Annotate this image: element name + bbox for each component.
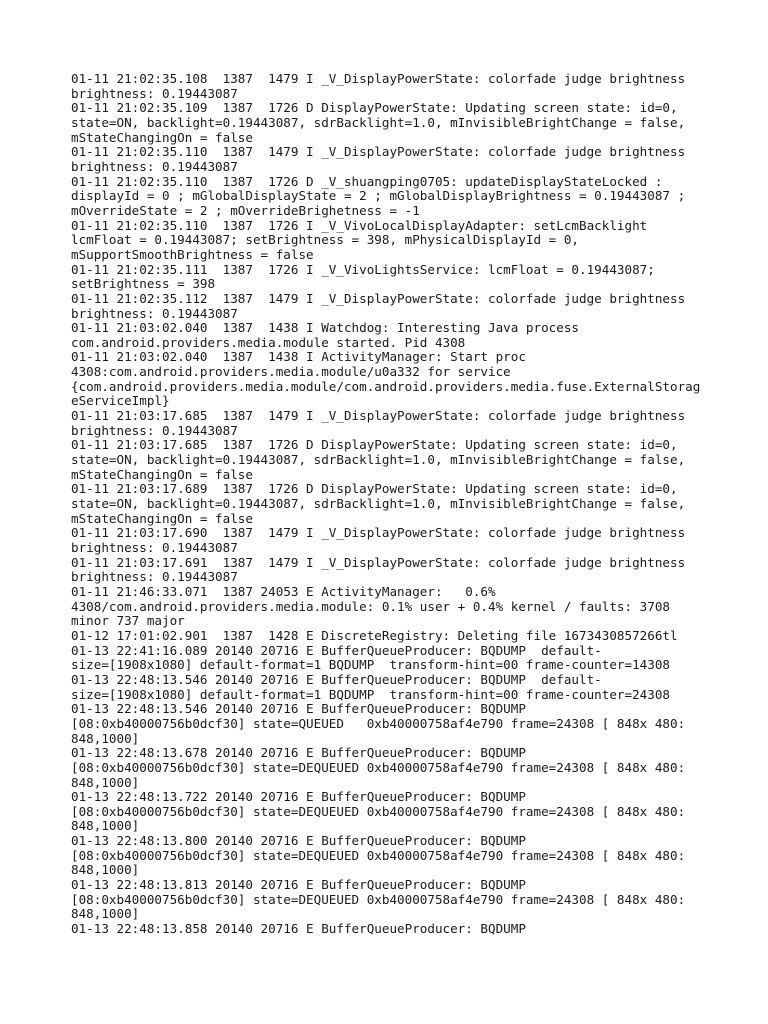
log-line: 01-13 22:48:13.800 20140 20716 E BufferQueueProducer: BQDUMP (71, 833, 526, 849)
log-line: brightness: 0.19443087 (71, 85, 238, 101)
log-line: 01-11 21:03:17.690 1387 1479 I _V_DisplayPowerState: colorfade judge brightness (71, 525, 686, 541)
log-line: com.android.providers.media.module started. Pid 4308 (71, 334, 466, 350)
log-line: 01-13 22:48:13.722 20140 20716 E BufferQueueProducer: BQDUMP (71, 789, 526, 805)
log-line: eServiceImpl} (71, 393, 170, 409)
log-line: mStateChangingOn = false (71, 466, 253, 482)
log-line: 01-11 21:46:33.071 1387 24053 E ActivityManager: 0.6% (71, 583, 496, 599)
log-line: 01-11 21:02:35.110 1387 1479 I _V_DisplayPowerState: colorfade judge brightness (71, 144, 686, 160)
log-line: 01-13 22:48:13.546 20140 20716 E BufferQueueProducer: BQDUMP default- (71, 671, 602, 687)
log-line: 01-11 21:02:35.108 1387 1479 I _V_DisplayPowerState: colorfade judge brightness (71, 71, 686, 86)
log-line: 01-11 21:02:35.111 1387 1726 I _V_VivoLightsService: lcmFloat = 0.19443087; (71, 261, 655, 277)
log-line: 848,1000] (71, 730, 140, 746)
log-line: brightness: 0.19443087 (71, 569, 238, 585)
log-line: mStateChangingOn = false (71, 510, 253, 526)
log-line: 01-13 22:48:13.678 20140 20716 E BufferQueueProducer: BQDUMP (71, 745, 526, 761)
log-line: state=ON, backlight=0.19443087, sdrBacklight=1.0, mInvisibleBrightChange = false, (71, 496, 686, 512)
log-line: 01-11 21:02:35.112 1387 1479 I _V_DisplayPowerState: colorfade judge brightness (71, 290, 686, 306)
log-line: 01-12 17:01:02.901 1387 1428 E DiscreteRegistry: Deleting file 1673430857266tl (71, 627, 678, 643)
log-line: 01-11 21:03:17.691 1387 1479 I _V_DisplayPowerState: colorfade judge brightness (71, 554, 686, 570)
log-line: 01-11 21:03:17.685 1387 1726 D DisplayPowerState: Updating screen state: id=0, (71, 437, 678, 453)
log-line: 4308:com.android.providers.media.module/u0a332 for service (71, 364, 511, 380)
log-line: 01-11 21:02:35.109 1387 1726 D DisplayPowerState: Updating screen state: id=0, (71, 100, 678, 116)
log-line: mOverrideState = 2 ; mOverrideBrighetness = -1 (71, 202, 420, 218)
log-line: [08:0xb40000756b0dcf30] state=DEQUEUED 0xb40000758af4e790 frame=24308 [ 848x 480: (71, 847, 686, 863)
log-line: 01-13 22:48:13.813 20140 20716 E BufferQueueProducer: BQDUMP (71, 877, 526, 893)
log-line: state=ON, backlight=0.19443087, sdrBacklight=1.0, mInvisibleBrightChange = false, (71, 114, 686, 130)
log-line: brightness: 0.19443087 (71, 158, 238, 174)
log-line: 848,1000] (71, 774, 140, 790)
log-line: size=[1908x1080] default-format=1 BQDUMP transform-hint=00 frame-counter=14308 (71, 657, 670, 673)
log-line: 01-11 21:03:17.689 1387 1726 D DisplayPowerState: Updating screen state: id=0, (71, 481, 678, 497)
log-line: mStateChangingOn = false (71, 129, 253, 145)
log-line: brightness: 0.19443087 (71, 305, 238, 321)
log-line: 01-11 21:03:02.040 1387 1438 I ActivityManager: Start proc (71, 349, 526, 365)
log-line: 01-13 22:48:13.546 20140 20716 E BufferQueueProducer: BQDUMP (71, 701, 526, 717)
log-line: lcmFloat = 0.19443087; setBrightness = 398, mPhysicalDisplayId = 0, (71, 232, 579, 248)
log-line: [08:0xb40000756b0dcf30] state=DEQUEUED 0xb40000758af4e790 frame=24308 [ 848x 480: (71, 803, 686, 819)
log-line: 01-13 22:41:16.089 20140 20716 E BufferQueueProducer: BQDUMP default- (71, 642, 602, 658)
log-line: size=[1908x1080] default-format=1 BQDUMP transform-hint=00 frame-counter=24308 (71, 686, 670, 702)
log-line: [08:0xb40000756b0dcf30] state=QUEUED 0xb40000758af4e790 frame=24308 [ 848x 480: (71, 715, 686, 731)
log-line: 01-11 21:03:17.685 1387 1479 I _V_DisplayPowerState: colorfade judge brightness (71, 408, 686, 424)
log-line: 01-11 21:02:35.110 1387 1726 I _V_VivoLocalDisplayAdapter: setLcmBacklight (71, 217, 648, 233)
log-line: minor 737 major (71, 613, 185, 629)
log-line: state=ON, backlight=0.19443087, sdrBacklight=1.0, mInvisibleBrightChange = false, (71, 452, 686, 468)
log-line: [08:0xb40000756b0dcf30] state=DEQUEUED 0xb40000758af4e790 frame=24308 [ 848x 480: (71, 759, 686, 775)
log-line: brightness: 0.19443087 (71, 422, 238, 438)
log-line: displayId = 0 ; mGlobalDisplayState = 2 ; mGlobalDisplayBrightness = 0.19443087 ; (71, 188, 686, 204)
log-line: 848,1000] (71, 906, 140, 922)
log-line: 01-11 21:03:02.040 1387 1438 I Watchdog: Interesting Java process (71, 320, 579, 336)
log-line: {com.android.providers.media.module/com.android.providers.media.fuse.ExternalStorag (71, 378, 701, 394)
log-line: 848,1000] (71, 862, 140, 878)
log-line: brightness: 0.19443087 (71, 540, 238, 555)
log-line: 848,1000] (71, 818, 140, 834)
log-text-body (71, 72, 728, 937)
log-line: [08:0xb40000756b0dcf30] state=DEQUEUED 0xb40000758af4e790 frame=24308 [ 848x 480: (71, 891, 686, 907)
log-line: 01-13 22:48:13.858 20140 20716 E BufferQueueProducer: BQDUMP (71, 921, 526, 937)
log-line: 4308/com.android.providers.media.module: 0.1% user + 0.4% kernel / faults: 3708 (71, 598, 670, 614)
log-line: 01-11 21:02:35.110 1387 1726 D _V_shuangping0705: updateDisplayStateLocked : (71, 173, 663, 189)
log-line: setBrightness = 398 (71, 276, 216, 292)
log-line: mSupportSmoothBrightness = false (71, 246, 314, 262)
